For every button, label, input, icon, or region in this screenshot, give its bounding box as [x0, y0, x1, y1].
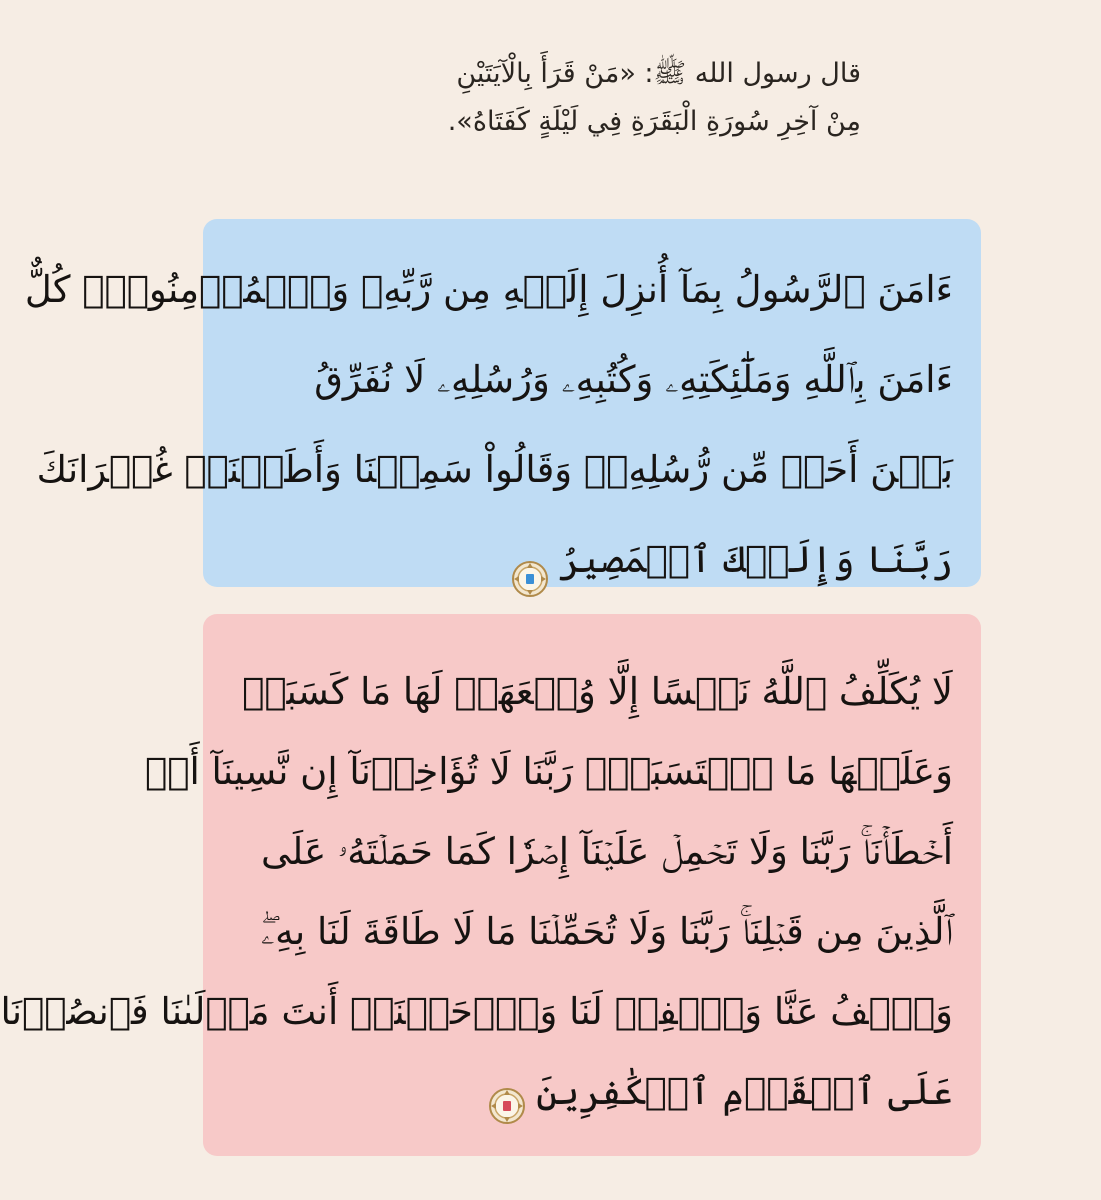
verse-line: وَٱعۡفُ عَنَّا وَٱغۡفِرۡ لَنَا وَٱرۡحَمۡنَآۚ أَنتَ مَوۡلَىٰنَا فَٱنصُرۡنَا	[0, 990, 953, 1033]
hadith-text	[341, 50, 861, 146]
verse-line: ءَامَنَ بِٱللَّهِ وَمَلَٰٓئِكَتِهِۦ وَكُتُبِهِۦ وَرُسُلِهِۦ لَا نُفَرِّقُ	[314, 358, 953, 401]
verse-line: وَعَلَيۡهَا مَا ٱكۡتَسَبَتۡۗ رَبَّنَا لَا تُؤَاخِذۡنَآ إِن نَّسِينَآ أَوۡ	[145, 750, 953, 793]
verse-line: ءَامَنَ ٱلرَّسُولُ بِمَآ أُنزِلَ إِلَيۡهِ مِن رَّبِّهِۦ وَٱلۡمُؤۡمِنُونَۚ كُلٌّ	[24, 268, 953, 311]
verse-line-last	[229, 515, 953, 605]
verse-285-panel	[24, 219, 981, 587]
verse-line: بَيۡنَ أَحَدٖ مِّن رُّسُلِهِۦۚ وَقَالُواْ سَمِعۡنَا وَأَطَعۡنَاۖ غُفۡرَانَكَ	[36, 448, 953, 491]
verse-286-text	[0, 614, 953, 1132]
verse-line: لَا يُكَلِّفُ ٱللَّهُ نَفۡسًا إِلَّا وُسۡعَهَاۚ لَهَا مَا كَسَبَتۡ	[242, 670, 953, 713]
verse-line: ٱلَّذِينَ مِن قَبۡلِنَاۚ رَبَّنَا وَلَا تُحَمِّلۡنَا مَا لَا طَاقَةَ لَنَا بِهِۦۖ	[261, 910, 953, 953]
hadith-line: مِنْ آخِرِ سُورَةِ الْبَقَرَةِ فِي لَيْلَةٍ كَفَتَاهُ».	[447, 106, 861, 137]
verse-line-last	[229, 1052, 953, 1132]
verse-285-text	[24, 219, 953, 605]
hadith-line: قال رسول الله ﷺ: «مَنْ قَرَأَ بِالْآيَتَيْنِ	[456, 58, 861, 89]
ayah-marker-badge	[503, 1101, 511, 1111]
verse-line-text: عَلَى ٱلۡقَوۡمِ ٱلۡكَٰفِرِينَ	[536, 1070, 953, 1113]
verse-line-text: رَبَّنَا وَإِلَيۡكَ ٱلۡمَصِيرُ	[558, 538, 953, 581]
verse-line: أَخۡطَأۡنَاۚ رَبَّنَا وَلَا تَحۡمِلۡ عَلَيۡنَآ إِصۡرٗا كَمَا حَمَلۡتَهُۥ عَلَى	[261, 830, 953, 873]
ayah-marker-badge	[526, 574, 534, 584]
verse-286-panel	[0, 614, 981, 1156]
ayah-end-marker-icon	[488, 1073, 526, 1111]
ayah-end-marker-icon	[511, 541, 549, 579]
